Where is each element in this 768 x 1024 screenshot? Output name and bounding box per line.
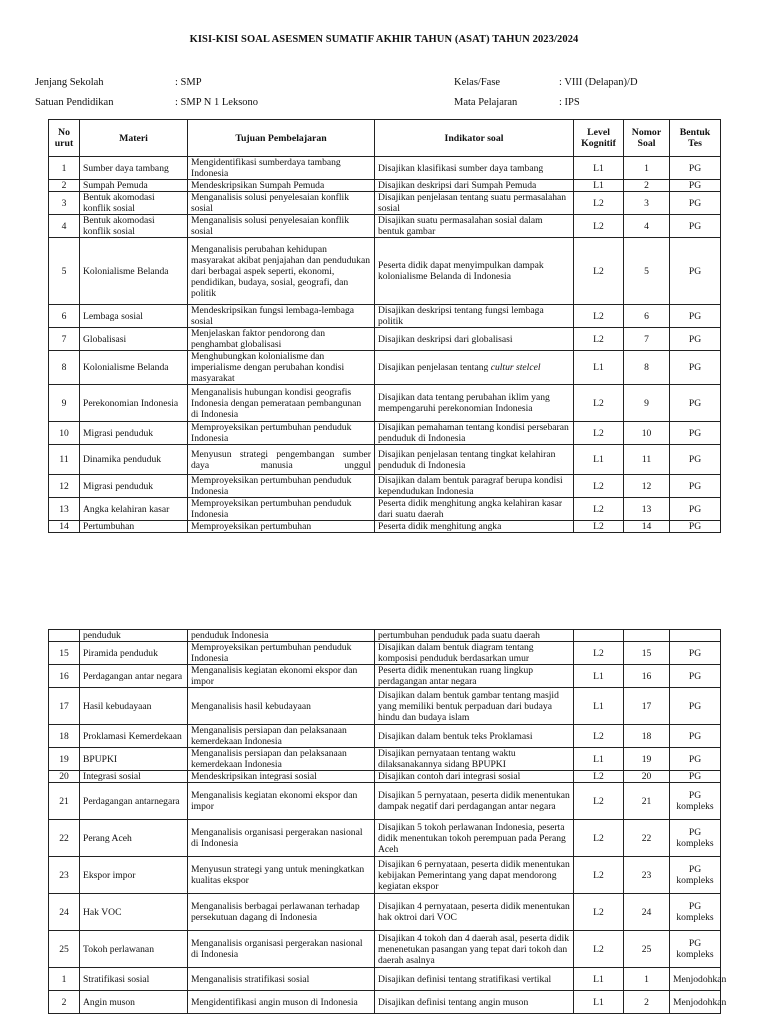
table-row [49,157,721,180]
cell-bentuk: PG [670,180,721,192]
table-row [49,820,721,857]
cell-tujuan: Menganalisis kegiatan ekonomi ekspor dan impor [188,665,375,688]
cell-indikator: Disajikan penjelasan tentang suatu permasalahan sosial [375,192,574,215]
cell-tujuan: Menganalisis berbagai perlawanan terhadap persekutuan dagang di Indonesia [188,894,375,931]
cell-tujuan: Menyusun strategi yang untuk meningkatkan kualitas ekspor [188,857,375,894]
cell-no: 12 [49,475,80,498]
kelas-label: Kelas/Fase [454,77,501,88]
cell-bentuk: PG [670,157,721,180]
cell-materi: Angin muson [80,991,188,1014]
table-row [49,521,721,533]
cell-tujuan: Menganalisis hubungan kondisi geografis Indonesia dengan pemerataan pembangunan di Indonesia [188,385,375,422]
cell-level: L1 [574,157,624,180]
cell-nomor: 12 [624,475,670,498]
cell-tujuan: Menganalisis organisasi pergerakan nasional di Indonesia [188,820,375,857]
cell-indikator: Peserta didik menghitung angka kelahiran kasar dari suatu daerah [375,498,574,521]
mapel-value: : IPS [559,97,580,108]
header-bentuk: Bentuk Tes [670,120,721,157]
cell-materi: Hak VOC [80,894,188,931]
satuan-label: Satuan Pendidikan [35,97,114,108]
cell-bentuk: PG [670,725,721,748]
table-row [49,238,721,305]
cell-nomor: 17 [624,688,670,725]
table-row [49,385,721,422]
cell-no: 14 [49,521,80,533]
cell-materi: Bentuk akomodasi konflik sosial [80,215,188,238]
cell-tujuan: Menganalisis solusi penyelesaian konflik sosial [188,215,375,238]
cell-materi: Perang Aceh [80,820,188,857]
cell-level: L2 [574,820,624,857]
cell-level: L1 [574,665,624,688]
cell-nomor: 25 [624,931,670,968]
cell-nomor: 1 [624,968,670,991]
cell-no: 6 [49,305,80,328]
cell-bentuk: PG [670,498,721,521]
cell-level: L2 [574,422,624,445]
cell-no: 3 [49,192,80,215]
cell-indikator: Disajikan pemahaman tentang kondisi persebaran penduduk di Indonesia [375,422,574,445]
cell-bentuk: PG kompleks [670,783,721,820]
cell-indikator: Disajikan 4 tokoh dan 4 daerah asal, peserta didik menenetukan pasangan yang tepat dari tokoh dan daerah asalnya [375,931,574,968]
cell-bentuk: PG kompleks [670,894,721,931]
cell-level: L1 [574,351,624,385]
cell-bentuk: PG [670,328,721,351]
cell-nomor: 2 [624,180,670,192]
cell-nomor: 11 [624,445,670,475]
cell-materi: Globalisasi [80,328,188,351]
table-row [49,748,721,771]
cell-materi: Ekspor impor [80,857,188,894]
cell-materi: Migrasi penduduk [80,475,188,498]
mapel-label: Mata Pelajaran [454,97,518,108]
cell-no: 15 [49,642,80,665]
cell-level: L2 [574,215,624,238]
cell-no: 19 [49,748,80,771]
cell-materi: Lembaga sosial [80,305,188,328]
cell-tujuan: Menganalisis persiapan dan pelaksanaan kemerdekaan Indonesia [188,725,375,748]
cell-tujuan: Memproyeksikan pertumbuhan penduduk Indonesia [188,422,375,445]
cell-bentuk [670,630,721,642]
cell-indikator: Peserta didik dapat menyimpulkan dampak kolonialisme Belanda di Indonesia [375,238,574,305]
cell-indikator: Disajikan suatu permasalahan sosial dalam bentuk gambar [375,215,574,238]
cell-indikator: Disajikan klasifikasi sumber daya tambang [375,157,574,180]
cell-bentuk: PG [670,215,721,238]
cell-bentuk: PG [670,192,721,215]
table-row [49,783,721,820]
cell-no: 21 [49,783,80,820]
cell-level: L2 [574,931,624,968]
table-header-row [49,120,721,157]
cell-tujuan: Mendeskripsikan Sumpah Pemuda [188,180,375,192]
kisi-kisi-table-page-2 [48,629,727,1014]
cell-indikator: Disajikan pernyataan tentang waktu dilaksanakannya sidang BPUPKI [375,748,574,771]
cell-tujuan: Menganalisis organisasi pergerakan nasional di Indonesia [188,931,375,968]
table-row [49,305,721,328]
cell-no: 16 [49,665,80,688]
cell-no: 1 [49,968,80,991]
cell-bentuk: PG kompleks [670,931,721,968]
cell-nomor: 13 [624,498,670,521]
cell-indikator: Disajikan definisi tentang angin muson [375,991,574,1014]
document-title: KISI-KISI SOAL ASESMEN SUMATIF AKHIR TAHUN (ASAT) TAHUN 2023/2024 [189,34,579,45]
cell-materi: Sumber daya tambang [80,157,188,180]
header-no: No urut [49,120,80,157]
cell-level: L1 [574,991,624,1014]
cell-bentuk: PG [670,422,721,445]
cell-level: L2 [574,475,624,498]
cell-indikator: Disajikan dalam bentuk diagram tentang komposisi penduduk berdasarkan umur [375,642,574,665]
table-row [49,725,721,748]
cell-materi: Bentuk akomodasi konflik sosial [80,192,188,215]
cell-bentuk: PG [670,642,721,665]
table-row [49,422,721,445]
cell-indikator [375,351,574,385]
cell-no: 13 [49,498,80,521]
continuation-row [49,630,721,642]
header-indikator: Indikator soal [375,120,574,157]
cell-tujuan: Memproyeksikan pertumbuhan penduduk Indonesia [188,498,375,521]
cell-level: L2 [574,642,624,665]
cell-tujuan: Menganalisis kegiatan ekonomi ekspor dan impor [188,783,375,820]
cell-no: 10 [49,422,80,445]
cell-indikator: Disajikan deskripsi dari globalisasi [375,328,574,351]
cell-nomor: 6 [624,305,670,328]
cell-no: 7 [49,328,80,351]
cell-tujuan: Mengidentifikasi angin muson di Indonesia [188,991,375,1014]
cell-nomor: 18 [624,725,670,748]
cell-level: L1 [574,968,624,991]
cell-materi: Proklamasi Kemerdekaan [80,725,188,748]
cell-level: L2 [574,521,624,533]
cell-materi: Dinamika penduduk [80,445,188,475]
cell-indikator: Disajikan 5 tokoh perlawanan Indonesia, peserta didik menentukan tokoh perempuan pada Perang Aceh [375,820,574,857]
cell-materi: Perekonomian Indonesia [80,385,188,422]
cell-bentuk: PG [670,385,721,422]
cell-indikator: Peserta didik menghitung angka [375,521,574,533]
cell-level: L1 [574,180,624,192]
cell-tujuan: Menjelaskan faktor pendorong dan penghambat globalisasi [188,328,375,351]
cell-indikator: Disajikan deskripsi dari Sumpah Pemuda [375,180,574,192]
indikator-italic-term: cultur stelcel [490,362,541,373]
cell-no: 2 [49,991,80,1014]
cell-level: L1 [574,688,624,725]
cell-level: L2 [574,498,624,521]
cell-nomor: 2 [624,991,670,1014]
cell-materi: Integrasi sosial [80,771,188,783]
cell-materi: Kolonialisme Belanda [80,351,188,385]
cell-materi: Tokoh perlawanan [80,931,188,968]
cell-no: 23 [49,857,80,894]
cell-nomor: 19 [624,748,670,771]
header-tujuan: Tujuan Pembelajaran [188,120,375,157]
cell-materi: Kolonialisme Belanda [80,238,188,305]
cell-no: 4 [49,215,80,238]
cell-bentuk: PG [670,688,721,725]
cell-bentuk: PG [670,238,721,305]
table-row [49,445,721,475]
kelas-value: : VIII (Delapan)/D [559,77,638,88]
table-row [49,498,721,521]
cell-nomor: 15 [624,642,670,665]
cell-bentuk: PG [670,771,721,783]
cell-no: 9 [49,385,80,422]
cell-indikator: Disajikan 6 pernyataan, peserta didik menentukan kebijakan Pemerintang yang dapat mendorong kegiatan ekspor [375,857,574,894]
cell-tujuan: Memproyeksikan pertumbuhan penduduk Indonesia [188,642,375,665]
table-row [49,968,721,991]
cell-nomor [624,630,670,642]
header-level: Level Kognitif [574,120,624,157]
cell-no: 1 [49,157,80,180]
cell-nomor: 16 [624,665,670,688]
cell-bentuk: PG [670,748,721,771]
cell-materi: Angka kelahiran kasar [80,498,188,521]
cell-bentuk: PG [670,445,721,475]
table-row [49,894,721,931]
cell-nomor: 9 [624,385,670,422]
cell-tujuan: Menganalisis hasil kebudayaan [188,688,375,725]
cell-no: 18 [49,725,80,748]
table-row [49,771,721,783]
cell-indikator: Disajikan dalam bentuk gambar tentang masjid yang memiliki bentuk perpaduan dari budaya hindu dan budaya islam [375,688,574,725]
table-row [49,857,721,894]
cell-level: L2 [574,328,624,351]
cell-bentuk: PG [670,475,721,498]
cell-tujuan: penduduk Indonesia [188,630,375,642]
cell-level [574,630,624,642]
cell-bentuk: PG [670,665,721,688]
table-row [49,642,721,665]
cell-tujuan: Mengidentifikasi sumberdaya tambang Indonesia [188,157,375,180]
cell-level: L2 [574,385,624,422]
cell-bentuk: PG [670,521,721,533]
table-row [49,180,721,192]
cell-level: L2 [574,771,624,783]
cell-no: 22 [49,820,80,857]
cell-bentuk: PG [670,305,721,328]
cell-tujuan: Memproyeksikan pertumbuhan penduduk Indonesia [188,475,375,498]
cell-level: L2 [574,857,624,894]
cell-nomor: 3 [624,192,670,215]
cell-tujuan: Menganalisis stratifikasi sosial [188,968,375,991]
header-materi: Materi [80,120,188,157]
table-row [49,351,721,385]
cell-no: 11 [49,445,80,475]
cell-level: L1 [574,445,624,475]
jenjang-label: Jenjang Sekolah [35,77,104,88]
cell-nomor: 21 [624,783,670,820]
cell-materi: Migrasi penduduk [80,422,188,445]
cell-tujuan: Mendeskripsikan integrasi sosial [188,771,375,783]
cell-level: L2 [574,238,624,305]
cell-nomor: 23 [624,857,670,894]
cell-level: L2 [574,725,624,748]
cell-materi: Perdagangan antar negara [80,665,188,688]
header-nomor: Nomor Soal [624,120,670,157]
cell-materi: Stratifikasi sosial [80,968,188,991]
cell-nomor: 4 [624,215,670,238]
cell-materi: Perdagangan antarnegara [80,783,188,820]
cell-indikator: pertumbuhan penduduk pada suatu daerah [375,630,574,642]
cell-nomor: 7 [624,328,670,351]
cell-no: 8 [49,351,80,385]
cell-indikator: Disajikan 5 pernyataan, peserta didik menentukan dampak negatif dari perdagangan antar negara [375,783,574,820]
table-row [49,688,721,725]
cell-level: L1 [574,748,624,771]
cell-tujuan: Memproyeksikan pertumbuhan [188,521,375,533]
cell-materi: Sumpah Pemuda [80,180,188,192]
cell-indikator: Disajikan data tentang perubahan iklim yang mempengaruhi perekonomian Indonesia [375,385,574,422]
cell-tujuan: Menganalisis persiapan dan pelaksanaan kemerdekaan Indonesia [188,748,375,771]
cell-tujuan: Mendeskripsikan fungsi lembaga-lembaga sosial [188,305,375,328]
cell-bentuk: Menjodohkan [670,968,721,991]
table-row [49,328,721,351]
cell-no: 24 [49,894,80,931]
cell-no: 17 [49,688,80,725]
cell-tujuan: Menganalisis perubahan kehidupan masyarakat akibat penjajahan dan pendudukan dari berbagai aspek seperti, ekonomi, pendidikan, budaya, sosial, geografi, dan politik [188,238,375,305]
cell-bentuk: PG kompleks [670,857,721,894]
cell-level: L2 [574,783,624,820]
table-row [49,215,721,238]
table-row [49,991,721,1014]
cell-nomor: 24 [624,894,670,931]
cell-nomor: 10 [624,422,670,445]
cell-nomor: 1 [624,157,670,180]
cell-materi: BPUPKI [80,748,188,771]
table-row [49,192,721,215]
cell-bentuk: PG kompleks [670,820,721,857]
cell-materi: penduduk [80,630,188,642]
cell-materi: Hasil kebudayaan [80,688,188,725]
satuan-value: : SMP N 1 Leksono [175,97,259,108]
cell-no: 2 [49,180,80,192]
cell-indikator: Disajikan penjelasan tentang tingkat kelahiran penduduk di Indonesia [375,445,574,475]
cell-level: L2 [574,894,624,931]
kisi-kisi-table-page-1 [48,119,721,533]
cell-indikator: Disajikan dalam bentuk teks Proklamasi [375,725,574,748]
table-row [49,931,721,968]
cell-no [49,630,80,642]
cell-indikator: Disajikan contoh dari integrasi sosial [375,771,574,783]
cell-indikator: Disajikan deskripsi tentang fungsi lembaga politik [375,305,574,328]
cell-tujuan: Menghubungkan kolonialisme dan imperialisme dengan perubahan kondisi masyarakat [188,351,375,385]
cell-bentuk: PG [670,351,721,385]
cell-no: 20 [49,771,80,783]
cell-tujuan: Menyusun strategi pengembangan sumber daya manusia unggul [188,445,375,475]
cell-indikator: Disajikan 4 pernyataan, peserta didik menentukan hak oktroi dari VOC [375,894,574,931]
cell-bentuk: Menjodohkan [670,991,721,1014]
cell-level: L2 [574,305,624,328]
cell-level: L2 [574,192,624,215]
cell-indikator: Disajikan definisi tentang stratifikasi vertikal [375,968,574,991]
cell-nomor: 22 [624,820,670,857]
cell-nomor: 14 [624,521,670,533]
cell-materi: Pertumbuhan [80,521,188,533]
cell-no: 5 [49,238,80,305]
jenjang-value: : SMP [175,77,202,88]
cell-nomor: 8 [624,351,670,385]
cell-nomor: 20 [624,771,670,783]
cell-materi: Piramida penduduk [80,642,188,665]
cell-nomor: 5 [624,238,670,305]
cell-indikator: Peserta didik menentukan ruang lingkup perdagangan antar negara [375,665,574,688]
table-row [49,665,721,688]
cell-tujuan: Menganalisis solusi penyelesaian konflik sosial [188,192,375,215]
cell-no: 25 [49,931,80,968]
indikator-text: Disajikan penjelasan tentang [378,362,491,373]
table-row [49,475,721,498]
cell-indikator: Disajikan dalam bentuk paragraf berupa kondisi kependudukan Indonesia [375,475,574,498]
